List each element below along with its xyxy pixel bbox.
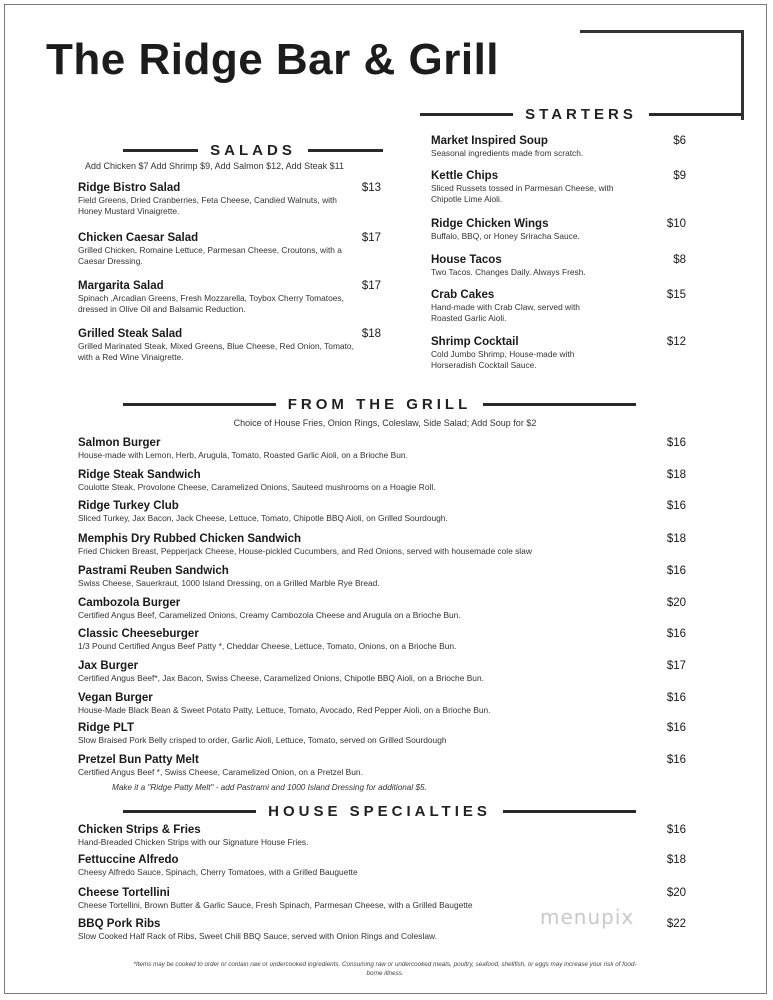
item-name: Grilled Steak Salad [78,328,183,340]
item-name: Chicken Caesar Salad [78,232,199,244]
item-description: Cheesy Alfredo Sauce, Spinach, Cherry Tomatoes, with a Grilled Bauguette [78,867,358,877]
menupix-watermark: menupix [540,905,635,929]
item-description: Certified Angus Beef, Caramelized Onions, Creamy Cambozola Cheese and Arugula on a Brioche Bun. [78,610,461,620]
item-price: $13 [361,182,381,194]
item-name: Shrimp Cocktail [431,336,519,348]
menu-item [78,597,686,621]
menu-item [431,170,686,205]
item-description: Coulotte Steak, Provolone Cheese, Caramelized Onions, Sauteed mushrooms on a Hoagie Roll. [78,482,436,492]
item-price: $20 [666,597,686,609]
menu-item [78,565,686,589]
salads-add-protein-note: Add Chicken $7 Add Shrimp $9, Add Salmon $12, Add Steak $11 [85,161,345,171]
item-name: Salmon Burger [78,437,161,449]
menu-item [431,254,686,278]
item-price: $16 [666,722,686,734]
item-name: Ridge Turkey Club [78,500,179,512]
item-description: Sliced Turkey, Jax Bacon, Jack Cheese, Lettuce, Tomato, Chipotle BBQ Aioli, on Grilled Sourdough. [78,513,448,523]
item-price: $16 [666,824,686,836]
item-description: Two Tacos. Changes Daily. Always Fresh. [431,267,586,277]
item-price: $18 [666,533,686,545]
item-description: Certified Angus Beef *, Swiss Cheese, Caramelized Onion, on a Pretzel Bun. [78,767,363,777]
heading-rule-left [123,403,276,406]
item-price: $10 [666,218,686,230]
item-price: $20 [666,887,686,899]
menu-item [78,328,381,363]
heading-rule-right [308,149,383,152]
item-price: $17 [361,280,381,292]
item-description: Cheese Tortellini, Brown Butter & Garlic Sauce, Fresh Spinach, Parmesan Cheese, with a Grilled Baugette [78,900,473,910]
item-description: Slow Braised Pork Belly crisped to order, Garlic Aioli, Lettuce, Tomato, served on Grilled Sourdough [78,735,447,745]
starters-heading [420,106,742,123]
item-description: Hand-Breaded Chicken Strips with our Signature House Fries. [78,837,309,847]
grill-sides-note: Choice of House Fries, Onion Rings, Coleslaw, Side Salad; Add Soup for $2 [233,418,537,428]
item-price: $17 [361,232,381,244]
item-price: $18 [361,328,381,340]
item-name: Vegan Burger [78,692,153,704]
item-price: $18 [666,854,686,866]
heading-rule-left [420,113,513,116]
item-description: Buffalo, BBQ, or Honey Sriracha Sauce. [431,231,580,241]
item-name: Classic Cheeseburger [78,628,199,640]
item-name: Margarita Salad [78,280,164,292]
specialties-heading-label: HOUSE SPECIALTIES [268,803,491,820]
item-name: Market Inspired Soup [431,135,548,147]
specialties-heading [123,803,636,820]
item-description: Slow Cooked Half Rack of Ribs, Sweet Chili BBQ Sauce, served with Onion Rings and Coleslaw. [78,931,437,941]
item-description: Sliced Russets tossed in Parmesan Cheese, with Chipotle Lime Aioli. [431,183,614,204]
menu-item [78,854,686,878]
heading-rule-right [483,403,636,406]
item-description: Spinach ,Arcadian Greens, Fresh Mozzarella, Toybox Cherry Tomatoes, dressed in Olive Oil and Balsamic Reduction. [78,293,344,314]
grill-heading [123,396,636,413]
item-description: Grilled Chicken, Romaine Lettuce, Parmesan Cheese, Croutons, with a Caesar Dressing. [78,245,342,266]
item-price: $16 [666,565,686,577]
allergy-disclaimer: *Items may be cooked to order or contain raw or undercooked ingredients. Consuming raw or undercooked meats, poultry, seafood, shellfish, or eggs may increase your risk of food-borne illness. [133,961,637,977]
menu-item [78,280,381,315]
item-price: $16 [666,500,686,512]
menu-item [78,692,686,716]
item-description: Fried Chicken Breast, Pepperjack Cheese, House-pickled Cucumbers, and Red Onions, served with housemade cole slaw [78,546,532,556]
menu-item [78,754,686,778]
item-name: Fettuccine Alfredo [78,854,179,866]
menu-item [431,218,686,242]
heading-rule-right [649,113,742,116]
item-name: Cambozola Burger [78,597,181,609]
item-name: Memphis Dry Rubbed Chicken Sandwich [78,533,302,545]
item-name: BBQ Pork Ribs [78,918,161,930]
item-name: Ridge Steak Sandwich [78,469,201,481]
menu-item [431,135,686,159]
item-name: Chicken Strips & Fries [78,824,201,836]
salads-heading [123,142,383,159]
menu-item [78,437,686,461]
item-price: $16 [666,692,686,704]
item-price: $15 [666,289,686,301]
item-description: House-Made Black Bean & Sweet Potato Patty, Lettuce, Tomato, Avocado, Red Pepper Aioli, on a Brioche Bun. [78,705,491,715]
item-price: $9 [673,170,686,182]
item-name: Kettle Chips [431,170,499,182]
starters-heading-label: STARTERS [525,106,637,123]
menu-item [431,289,686,324]
heading-rule-right [503,810,636,813]
title-corner-line-h [580,30,743,33]
item-name: Ridge Chicken Wings [431,218,549,230]
menu-item [78,824,686,848]
menu-item [431,336,686,371]
menu-item [78,533,686,557]
item-name: Pretzel Bun Patty Melt [78,754,199,766]
menu-item [78,660,686,684]
item-description: Grilled Marinated Steak, Mixed Greens, Blue Cheese, Red Onion, Tomato, with a Red Wine Vinaigrette. [78,341,354,362]
heading-rule-left [123,810,256,813]
item-price: $12 [666,336,686,348]
item-description: Certified Angus Beef*, Jax Bacon, Swiss Cheese, Caramelized Onions, Chipotle BBQ Aioli, on a Brioche Bun. [78,673,484,683]
item-price: $17 [666,660,686,672]
menu-item [78,722,686,746]
menu-item [78,182,381,217]
item-description: Swiss Cheese, Sauerkraut, 1000 Island Dressing, on a Grilled Marble Rye Bread. [78,578,380,588]
item-price: $22 [666,918,686,930]
item-price: $8 [673,254,686,266]
item-price: $18 [666,469,686,481]
item-price: $16 [666,754,686,766]
item-name: Crab Cakes [431,289,495,301]
item-price: $16 [666,437,686,449]
item-description: Seasonal ingredients made from scratch. [431,148,584,158]
salads-heading-label: SALADS [210,142,296,159]
item-description: Hand-made with Crab Claw, served with Roasted Garlic Aioli. [431,302,580,323]
item-description: House-made with Lemon, Herb, Arugula, Tomato, Roasted Garlic Aioli, on a Brioche Bun. [78,450,408,460]
item-name: Pastrami Reuben Sandwich [78,565,229,577]
restaurant-title: The Ridge Bar & Grill [46,35,500,84]
menu-item [78,232,381,267]
item-name: Cheese Tortellini [78,887,170,899]
patty-melt-upgrade-note: Make it a "Ridge Patty Melt" - add Pastrami and 1000 Island Dressing for additional $5. [112,783,427,792]
item-price: $16 [666,628,686,640]
item-name: House Tacos [431,254,502,266]
menu-item [78,628,686,652]
grill-heading-label: FROM THE GRILL [287,396,472,413]
item-description: Cold Jumbo Shrimp, House-made with Horseradish Cocktail Sauce. [431,349,575,370]
item-description: 1/3 Pound Certified Angus Beef Patty *, Cheddar Cheese, Lettuce, Tomato, Onions, on a Brioche Bun. [78,641,457,651]
item-price: $6 [673,135,686,147]
item-name: Ridge Bistro Salad [78,182,181,194]
item-name: Ridge PLT [78,722,135,734]
heading-rule-left [123,149,198,152]
item-name: Jax Burger [78,660,139,672]
menu-item [78,500,686,524]
menu-item [78,469,686,493]
item-description: Field Greens, Dried Cranberries, Feta Cheese, Candied Walnuts, with Honey Mustard Vinaigrette. [78,195,337,216]
